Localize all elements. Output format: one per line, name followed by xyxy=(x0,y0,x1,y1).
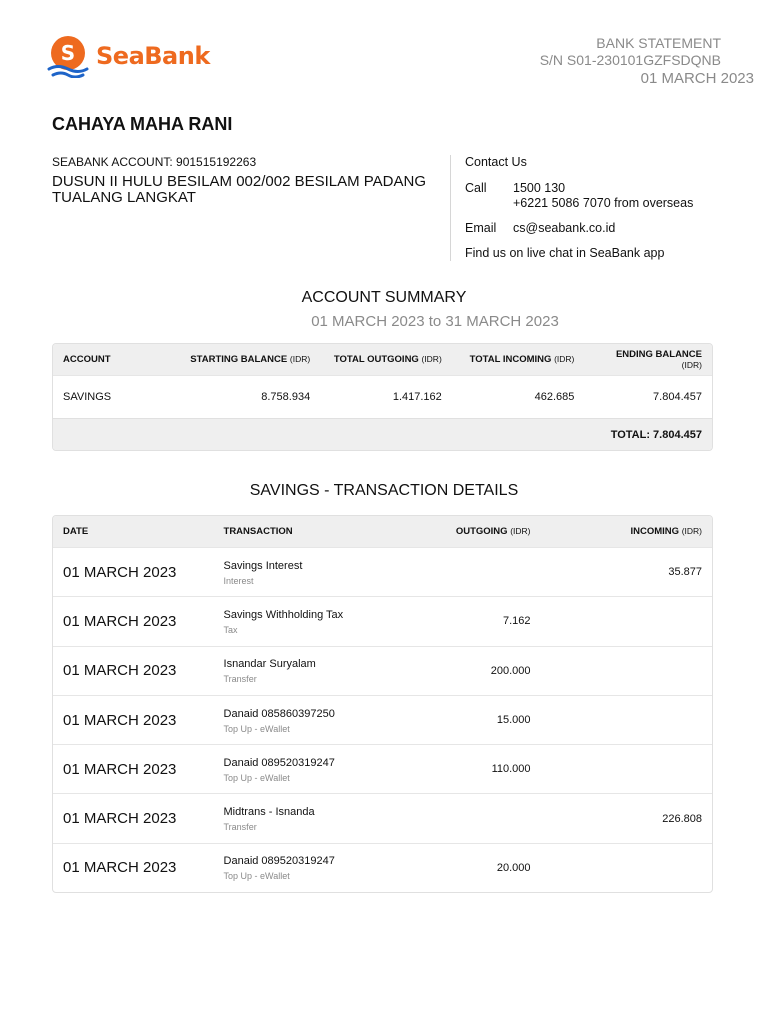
outgoing-amount: 200.000 xyxy=(490,664,531,677)
transaction-type: Tax xyxy=(223,624,238,635)
total-incoming: 462.685 xyxy=(534,391,575,403)
transaction-type: Top Up - eWallet xyxy=(223,772,290,783)
transaction-date: 01 MARCH 2023 xyxy=(63,760,177,778)
logo-letter: S xyxy=(60,41,76,65)
statement-date: 01 MARCH 2023 xyxy=(640,70,754,87)
seabank-logo-icon xyxy=(46,34,90,78)
table-row xyxy=(53,843,712,892)
transaction-name: Savings Withholding Tax xyxy=(223,608,344,621)
transaction-date: 01 MARCH 2023 xyxy=(63,662,177,680)
header-total-outgoing: TOTAL OUTGOING (IDR) xyxy=(333,354,442,365)
transaction-name: Isnandar Suryalam xyxy=(223,658,316,671)
transaction-name: Savings Interest xyxy=(223,559,303,572)
outgoing-amount: 7.162 xyxy=(502,615,531,628)
transaction-list xyxy=(53,547,712,892)
header-starting-balance: STARTING BALANCE (IDR) xyxy=(190,354,311,365)
summary-period: 01 MARCH 2023 to 31 MARCH 2023 xyxy=(311,313,559,330)
table-row xyxy=(53,646,712,695)
transaction-info xyxy=(214,559,413,586)
transaction-date: 01 MARCH 2023 xyxy=(63,810,177,828)
incoming-amount: 226.808 xyxy=(662,812,702,825)
transaction-date: 01 MARCH 2023 xyxy=(63,563,177,581)
transaction-info xyxy=(214,657,413,684)
transaction-type: Top Up - eWallet xyxy=(223,723,290,734)
transaction-name: Danaid 089520319247 xyxy=(223,855,335,868)
transaction-info xyxy=(214,608,413,635)
transaction-info xyxy=(214,805,413,832)
transaction-type: Transfer xyxy=(223,674,257,685)
account-summary-table xyxy=(52,343,713,451)
outgoing-amount: 20.000 xyxy=(496,861,531,874)
table-row xyxy=(53,596,712,645)
call-number: 1500 130 xyxy=(513,181,566,195)
header-account: ACCOUNT xyxy=(63,354,111,365)
outgoing-amount: 15.000 xyxy=(496,714,531,727)
header-ending-balance: ENDING BALANCE (IDR) xyxy=(615,348,702,370)
summary-title: ACCOUNT SUMMARY xyxy=(301,289,467,306)
transaction-date: 01 MARCH 2023 xyxy=(63,859,177,877)
transaction-type: Transfer xyxy=(223,822,257,833)
transaction-name: Danaid 085860397250 xyxy=(223,707,335,720)
statement-header xyxy=(540,35,754,88)
starting-balance: 8.758.934 xyxy=(261,391,311,403)
brand-name: SeaBank xyxy=(96,42,210,70)
transaction-type: Interest xyxy=(223,575,254,586)
table-row xyxy=(53,375,712,418)
customer-name: CAHAYA MAHA RANI xyxy=(52,114,233,134)
transaction-info xyxy=(214,854,413,881)
email-label: Email xyxy=(465,221,497,235)
transaction-date: 01 MARCH 2023 xyxy=(63,612,177,630)
outgoing-amount: 110.000 xyxy=(491,763,531,776)
seabank-logo xyxy=(46,34,210,78)
contact-email xyxy=(465,221,693,236)
summary-total: TOTAL: 7.804.457 xyxy=(53,418,712,450)
summary-header-row xyxy=(53,344,712,375)
account-type: SAVINGS xyxy=(63,391,112,403)
customer-address: DUSUN II HULU BESILAM 002/002 BESILAM PADANG TUALANG LANGKAT xyxy=(52,173,427,206)
divider xyxy=(450,155,451,261)
total-outgoing: 1.417.162 xyxy=(392,391,442,403)
contact-title: Contact Us xyxy=(465,155,527,169)
call-label: Call xyxy=(465,181,487,195)
table-row xyxy=(53,744,712,793)
transaction-name: Midtrans - Isnanda xyxy=(223,806,315,819)
details-title: SAVINGS - TRANSACTION DETAILS xyxy=(249,482,519,499)
transaction-info xyxy=(214,756,413,783)
statement-title: BANK STATEMENT xyxy=(596,35,721,51)
account-number: SEABANK ACCOUNT: 901515192263 xyxy=(52,155,257,169)
header-transaction: TRANSACTION xyxy=(223,526,293,537)
statement-serial: S/N S01-230101GZFSDQNB xyxy=(539,52,721,68)
header-outgoing: OUTGOING (IDR) xyxy=(455,526,531,537)
contact-block xyxy=(465,155,693,260)
details-header-row xyxy=(53,516,712,547)
transaction-date: 01 MARCH 2023 xyxy=(63,711,177,729)
table-row xyxy=(53,793,712,842)
contact-call xyxy=(465,181,693,211)
table-row xyxy=(53,547,712,596)
incoming-amount: 35.877 xyxy=(668,566,702,579)
header-date: DATE xyxy=(63,526,89,537)
transaction-info xyxy=(214,707,413,734)
ending-balance: 7.804.457 xyxy=(653,391,702,403)
header-incoming: INCOMING (IDR) xyxy=(630,526,702,537)
email-link[interactable]: cs@seabank.co.id xyxy=(513,221,616,235)
live-chat-text: Find us on live chat in SeaBank app xyxy=(465,246,665,260)
call-number-overseas: +6221 5086 7070 from overseas xyxy=(513,196,694,210)
transaction-type: Top Up - eWallet xyxy=(223,871,290,882)
table-row xyxy=(53,695,712,744)
transaction-details-table xyxy=(52,515,713,893)
header-total-incoming: TOTAL INCOMING (IDR) xyxy=(469,354,575,365)
transaction-name: Danaid 089520319247 xyxy=(223,756,335,769)
